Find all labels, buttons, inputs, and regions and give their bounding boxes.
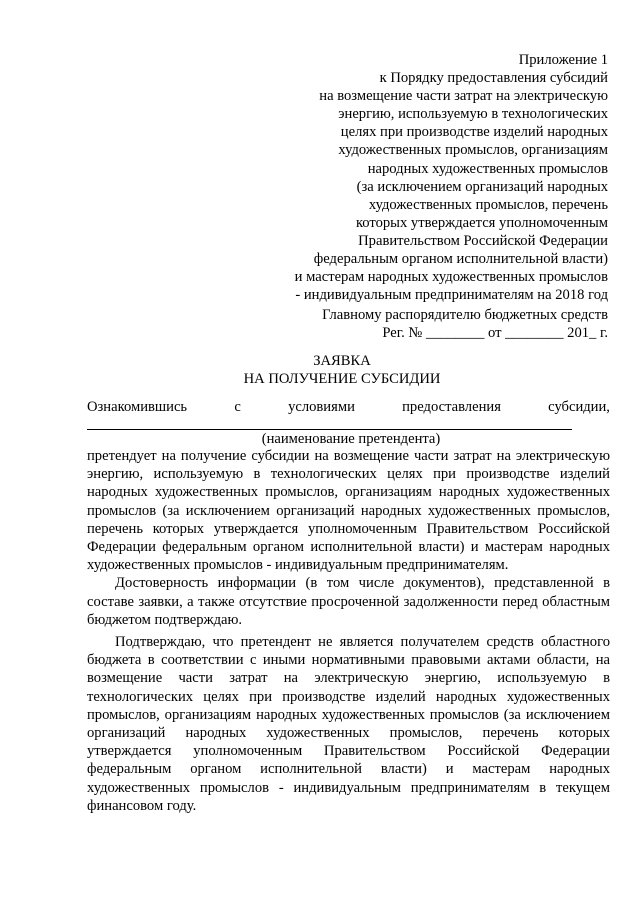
- appendix-line: энергию, используемую в технологических: [338, 106, 608, 123]
- appendix-line: федеральным органом исполнительной власти): [313, 251, 608, 268]
- appendix-line: художественных промыслов, организациям: [338, 142, 608, 159]
- appendix-line: целях при производстве изделий народных: [340, 124, 608, 141]
- appendix-line: Правительством Российской Федерации: [358, 232, 608, 249]
- intro-word: условиями: [288, 399, 355, 415]
- paragraph-accuracy: Достоверность информации (в том числе документов), представленной в составе заявки, а также отсутствие просроченной задолженности перед областным бюджетом подтверждаю.: [87, 575, 610, 628]
- recipient-block: [250, 306, 608, 343]
- intro-word: Ознакомившись: [87, 399, 188, 415]
- appendix-line: Приложение 1: [518, 52, 608, 68]
- appendix-line: которых утверждается уполномоченным: [355, 214, 608, 231]
- appendix-line: - индивидуальным предпринимателям на 2018 год: [295, 287, 608, 304]
- title-line-1: ЗАЯВКА: [313, 353, 371, 369]
- appendix-line: (за исключением организаций народных: [356, 178, 608, 195]
- paragraph-confirmation: Подтверждаю, что претендент не является получателем средств областного бюджета в соответствии с иными нормативными правовыми актами области, на возмещение части затрат на электрическую энергию, используемую в технологических целях при производстве изделий народных художественных промыслов, организациям народных художественных промыслов (за исключением организаций народных художественных промыслов, перечень которых утверждается уполномоченным Правительством Российской Федерации федеральным органом исполнительной власти) и мастерам народных художественных промыслов - индивидуальным предпринимателям в текущем финансовом году.: [87, 634, 610, 814]
- intro-word: предоставления: [402, 399, 501, 415]
- intro-word: с: [234, 399, 241, 415]
- appendix-line: народных художественных промыслов: [367, 160, 608, 177]
- caption-text: (наименование претендента): [261, 431, 441, 447]
- applicant-name-caption: [0, 430, 640, 448]
- appendix-line: и мастерам народных художественных промыслов: [294, 269, 608, 286]
- title-line-2: НА ПОЛУЧЕНИЕ СУБСИДИИ: [243, 370, 441, 387]
- appendix-header: [250, 51, 608, 304]
- registration-line: Рег. № ________ от ________ 201_ г.: [382, 325, 608, 342]
- appendix-line: на возмещение части затрат на электрическую: [319, 88, 608, 105]
- intro-line: [87, 398, 610, 416]
- appendix-line: художественных промыслов, перечень: [368, 196, 608, 213]
- appendix-line: к Порядку предоставления субсидий: [379, 70, 608, 87]
- document-body: [87, 447, 610, 815]
- document-title: [0, 353, 640, 388]
- intro-word: субсидии,: [548, 399, 610, 415]
- recipient-line: Главному распорядителю бюджетных средств: [322, 307, 608, 323]
- paragraph-claim: претендует на получение субсидии на возмещение части затрат на электрическую энергию, используемую в технологических целях при производстве изделий народных художественных промыслов, организациям народных художественных промыслов (за исключением организаций народных художественных промыслов, перечень которых утверждается уполномоченным Правительством Российской Федерации федеральным органом исполнительной власти) и мастерам народных художественных промыслов - индивидуальным предпринимателям.: [87, 448, 610, 574]
